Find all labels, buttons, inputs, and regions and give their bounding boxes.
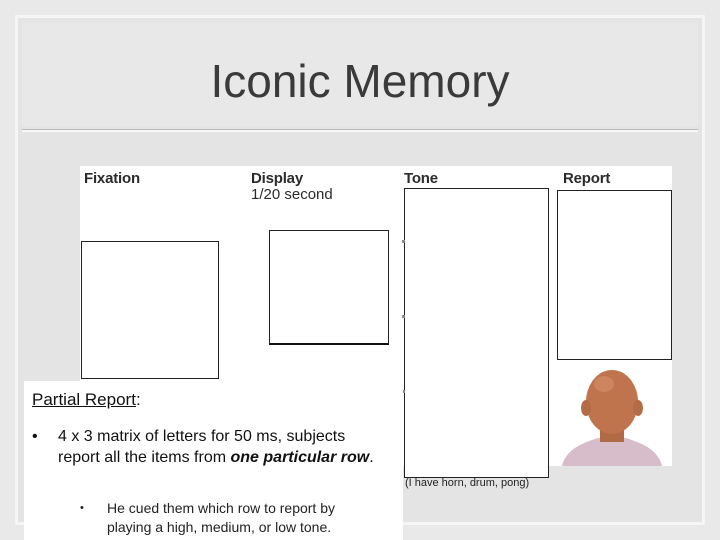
bullet-matrix-end: .	[369, 449, 374, 466]
display-duration: 1/20 second	[251, 186, 333, 203]
bald-head-icon	[558, 362, 666, 466]
bullet-tone-cue-text: He cued them which row to report by playing a high, medium, or low tone.	[107, 500, 335, 535]
slide-title: Iconic Memory	[210, 55, 510, 107]
display-label: Display	[251, 170, 303, 187]
figure-caption: (I have horn, drum, pong)	[405, 477, 530, 489]
fixation-label: Fixation	[84, 170, 140, 187]
bullet-matrix-emphasis: one particular row	[230, 449, 370, 466]
title-divider	[22, 129, 698, 132]
bullet-matrix-text	[58, 426, 388, 468]
partial-report-heading-colon: :	[135, 390, 141, 409]
bullet-matrix-plain: 4 x 3 matrix of letters for 50 ms, subjects report all the items from	[58, 428, 346, 466]
report-label: Report	[563, 170, 611, 187]
display-box	[269, 230, 389, 345]
tone-label: Tone	[404, 170, 438, 187]
fixation-box	[81, 241, 219, 379]
tone-marker-medium	[402, 315, 405, 318]
partial-report-heading-text: Partial Report	[32, 390, 136, 409]
partial-report-heading	[32, 390, 141, 410]
bullet-marker: •	[32, 428, 38, 445]
report-box	[557, 190, 672, 360]
tone-box	[404, 188, 549, 478]
tone-marker-high	[402, 240, 405, 243]
sub-bullet-marker: •	[80, 502, 84, 514]
